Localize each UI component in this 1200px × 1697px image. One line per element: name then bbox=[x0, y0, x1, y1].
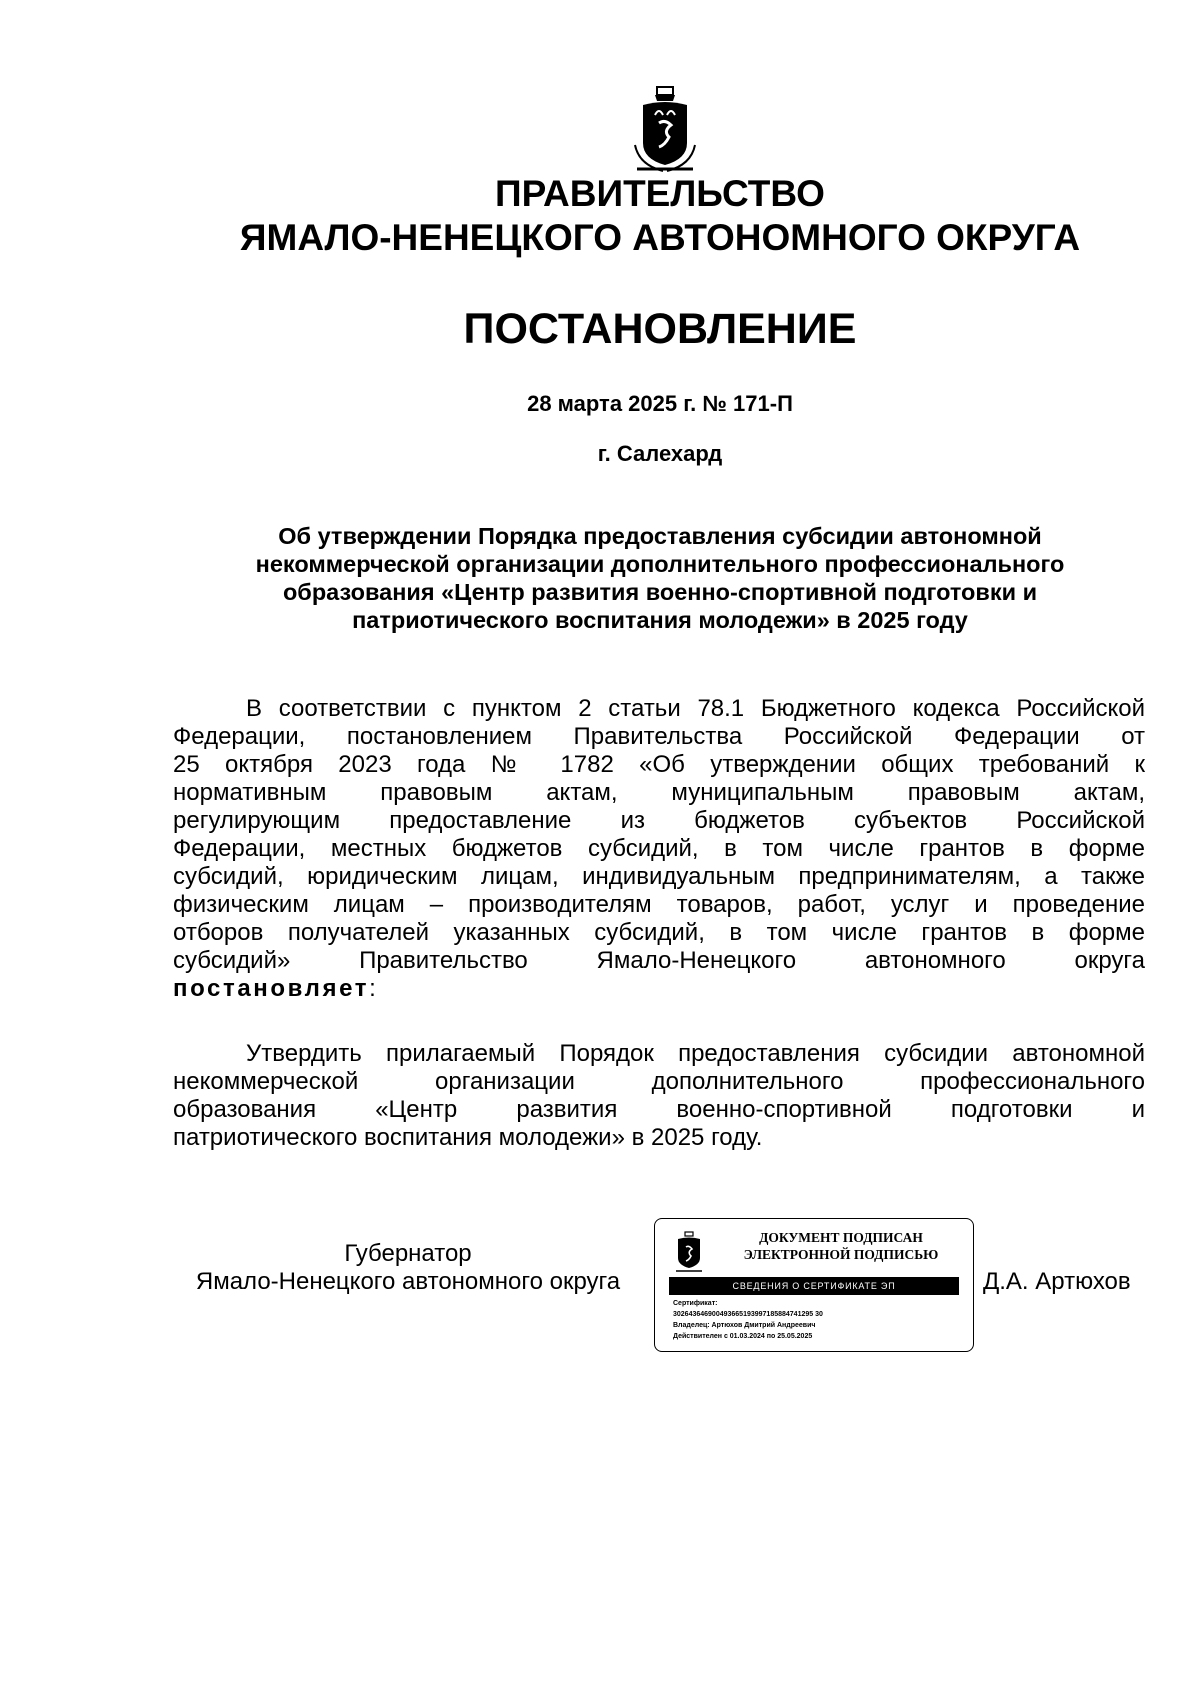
certificate-details bbox=[673, 1298, 823, 1342]
subject-line: патриотического воспитания молодежи» в 2025 году bbox=[352, 607, 968, 633]
organization-region: ЯМАЛО-НЕНЕЦКОГО АВТОНОМНОГО ОКРУГА bbox=[239, 217, 1081, 258]
document-subject bbox=[150, 522, 1170, 634]
coat-of-arms-icon bbox=[675, 1231, 703, 1273]
organization-name: ПРАВИТЕЛЬСТВО bbox=[495, 173, 825, 214]
paragraph-line: физическим лицам – производителям товаров, работ, услуг и проведение bbox=[173, 891, 1145, 918]
subject-line: некоммерческой организации дополнительного профессионального bbox=[255, 551, 1065, 577]
paragraph-line: патриотического воспитания молодежи» в 2025 году. bbox=[173, 1124, 763, 1151]
paragraph-line: Федерации, местных бюджетов субсидий, в том числе грантов в форме bbox=[173, 835, 1145, 862]
paragraph-colon: : bbox=[369, 975, 376, 1002]
paragraph-line: регулирующим предоставление из бюджетов субъектов Российской bbox=[173, 807, 1145, 834]
signatory-title bbox=[173, 1240, 643, 1296]
paragraph-line-final bbox=[173, 975, 1145, 1003]
signatory-position: Губернатор bbox=[344, 1240, 472, 1267]
paragraph-line: некоммерческой организации дополнительного профессионального bbox=[173, 1068, 1145, 1095]
certificate-label: Сертификат: bbox=[673, 1300, 718, 1307]
certificate-number: 302643646900493665193997185884741295 30 bbox=[673, 1311, 823, 1318]
document-date-number: 28 марта 2025 г. № 171-П bbox=[527, 391, 793, 416]
paragraph-line: образования «Центр развития военно-спортивной подготовки и bbox=[173, 1096, 1145, 1123]
subject-line: образования «Центр развития военно-спортивной подготовки и bbox=[282, 579, 1038, 605]
paragraph-line: Федерации, постановлением Правительства Российской Федерации от bbox=[173, 723, 1145, 750]
certificate-owner: Владелец: Артюхов Дмитрий Андреевич bbox=[673, 1322, 816, 1329]
paragraph-line: субсидий, юридическим лицам, индивидуальным предпринимателям, а также bbox=[173, 863, 1145, 890]
signatory-name: Д.А. Артюхов bbox=[983, 1268, 1131, 1295]
document-type: ПОСТАНОВЛЕНИЕ bbox=[463, 305, 857, 353]
electronic-signature-stamp bbox=[654, 1218, 974, 1352]
paragraph-line: В соответствии с пунктом 2 статьи 78.1 Бюджетного кодекса Российской bbox=[246, 695, 1145, 722]
paragraph-line: отборов получателей указанных субсидий, в том числе грантов в форме bbox=[173, 919, 1145, 946]
coat-of-arms-icon bbox=[633, 85, 697, 177]
stamp-header-line: ЭЛЕКТРОННОЙ ПОДПИСЬЮ bbox=[743, 1247, 939, 1262]
certificate-validity: Действителен с 01.03.2024 по 25.05.2025 bbox=[673, 1333, 813, 1340]
paragraph-line: нормативным правовым актам, муниципальным правовым актам, bbox=[173, 779, 1145, 806]
signatory-region: Ямало-Ненецкого автономного округа bbox=[195, 1268, 621, 1295]
paragraph-line: субсидий» Правительство Ямало-Ненецкого автономного округа bbox=[173, 947, 1145, 974]
subject-line: Об утверждении Порядка предоставления субсидии автономной bbox=[278, 523, 1042, 549]
certificate-info-bar: СВЕДЕНИЯ О СЕРТИФИКАТЕ ЭП bbox=[669, 1277, 959, 1295]
resolves-keyword: постановляет bbox=[173, 975, 370, 1002]
paragraph-line: Утвердить прилагаемый Порядок предоставления субсидии автономной bbox=[246, 1040, 1145, 1067]
paragraph-line: 25 октября 2023 года № 1782 «Об утверждении общих требований к bbox=[173, 751, 1145, 778]
resolution-paragraph bbox=[173, 1040, 1145, 1152]
preamble-paragraph bbox=[173, 695, 1145, 1003]
stamp-header-line: ДОКУМЕНТ ПОДПИСАН bbox=[759, 1230, 923, 1245]
document-city: г. Салехард bbox=[597, 441, 723, 466]
stamp-header bbox=[715, 1229, 967, 1263]
